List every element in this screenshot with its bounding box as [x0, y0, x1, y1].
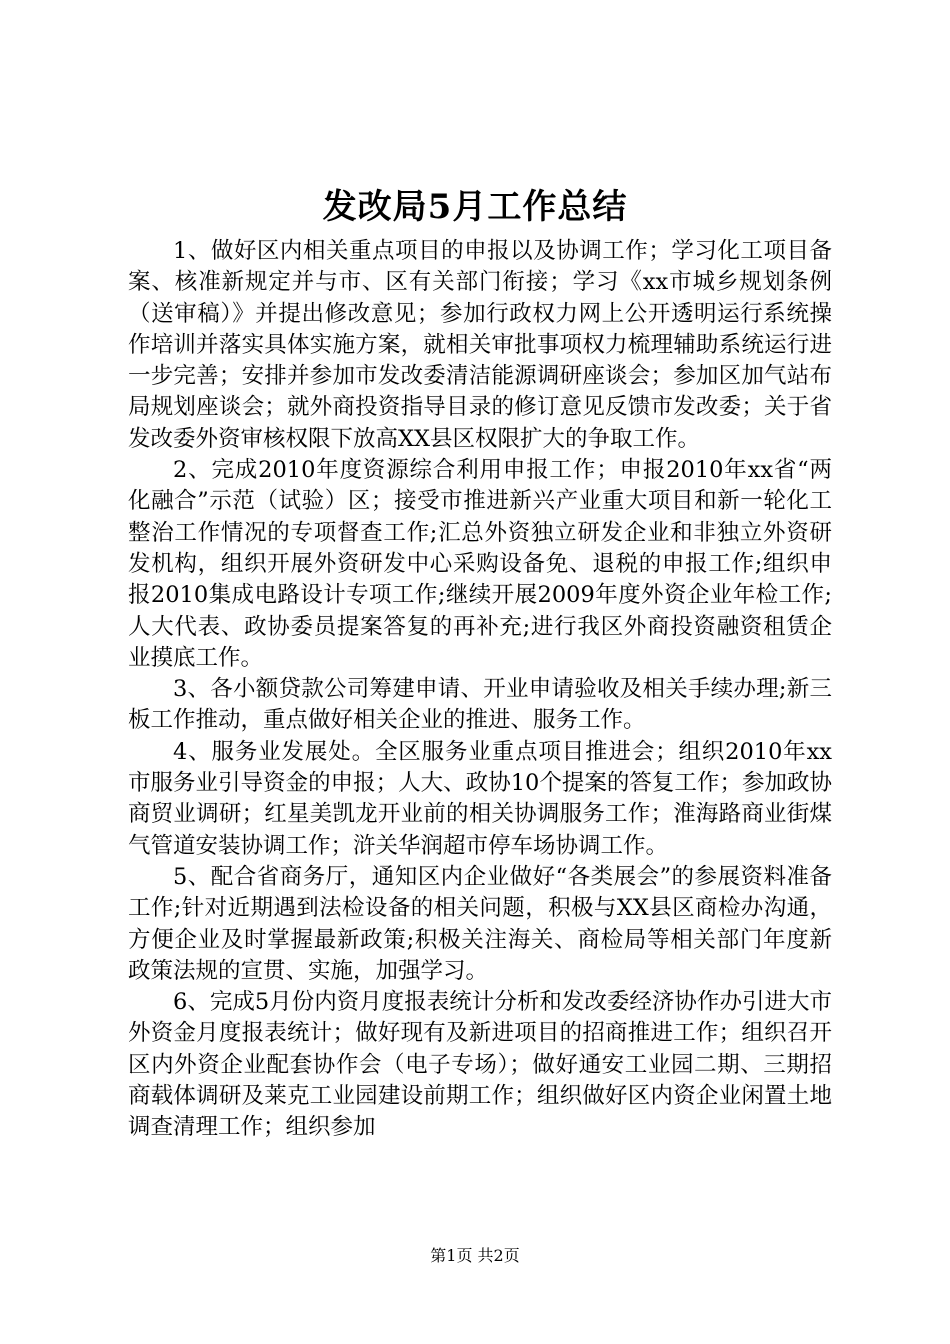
paragraph-4: 4、服务业发展处。全区服务业重点项目推进会；组织2010年xx市服务业引导资金的申报；人大、政协10个提案的答复工作；参加政协商贸业调研；红星美凯龙开业前的相关协调服务工作；淮海路商业街煤气管道安装协调工作；浒关华润超市停车场协调工作。 — [128, 738, 832, 859]
paragraph-1: 1、做好区内相关重点项目的申报以及协调工作；学习化工项目备案、核准新规定并与市、区有关部门衔接；学习《xx市城乡规划条例（送审稿）》并提出修改意见；参加行政权力网上公开透明运行系统操作培训并落实具体实施方案，就相关审批事项权力梳理辅助系统运行进一步完善；安排并参加市发改委清洁能源调研座谈会；参加区加气站布局规划座谈会；就外商投资指导目录的修订意见反馈市发改委；关于省发改委外资审核权限下放高XX县区权限扩大的争取工作。 — [128, 238, 832, 452]
paragraph-5: 5、配合省商务厅，通知区内企业做好“各类展会”的参展资料准备工作;针对近期遇到法检设备的相关问题，积极与XX县区商检办沟通，方便企业及时掌握最新政策;积极关注海关、商检局等相关部门年度新政策法规的宣贯、实施，加强学习。 — [128, 863, 832, 984]
paragraph-2: 2、完成2010年度资源综合利用申报工作；申报2010年xx省“两化融合”示范（试验）区；接受市推进新兴产业重大项目和新一轮化工整治工作情况的专项督查工作;汇总外资独立研发企业和非独立外资研发机构，组织开展外资研发中心采购设备免、退税的申报工作;组织申报2010集成电路设计专项工作;继续开展2009年度外资企业年检工作;人大代表、政协委员提案答复的再补充;进行我区外商投资融资租赁企业摸底工作。 — [128, 457, 832, 671]
paragraph-3: 3、各小额贷款公司筹建申请、开业申请验收及相关手续办理;新三板工作推动，重点做好相关企业的推进、服务工作。 — [128, 676, 832, 734]
page-number-footer: 第1页 共2页 — [430, 1246, 520, 1265]
paragraph-6: 6、完成5月份内资月度报表统计分析和发改委经济协作办引进大市外资金月度报表统计；做好现有及新进项目的招商推进工作；组织召开区内外资企业配套协作会（电子专场）；做好通安工业园二期、三期招商载体调研及莱克工业园建设前期工作；组织做好区内资企业闲置土地调查清理工作；组织参加 — [128, 989, 832, 1141]
document-body — [128, 236, 832, 1144]
document-title: 发改局5月工作总结 — [322, 187, 628, 227]
